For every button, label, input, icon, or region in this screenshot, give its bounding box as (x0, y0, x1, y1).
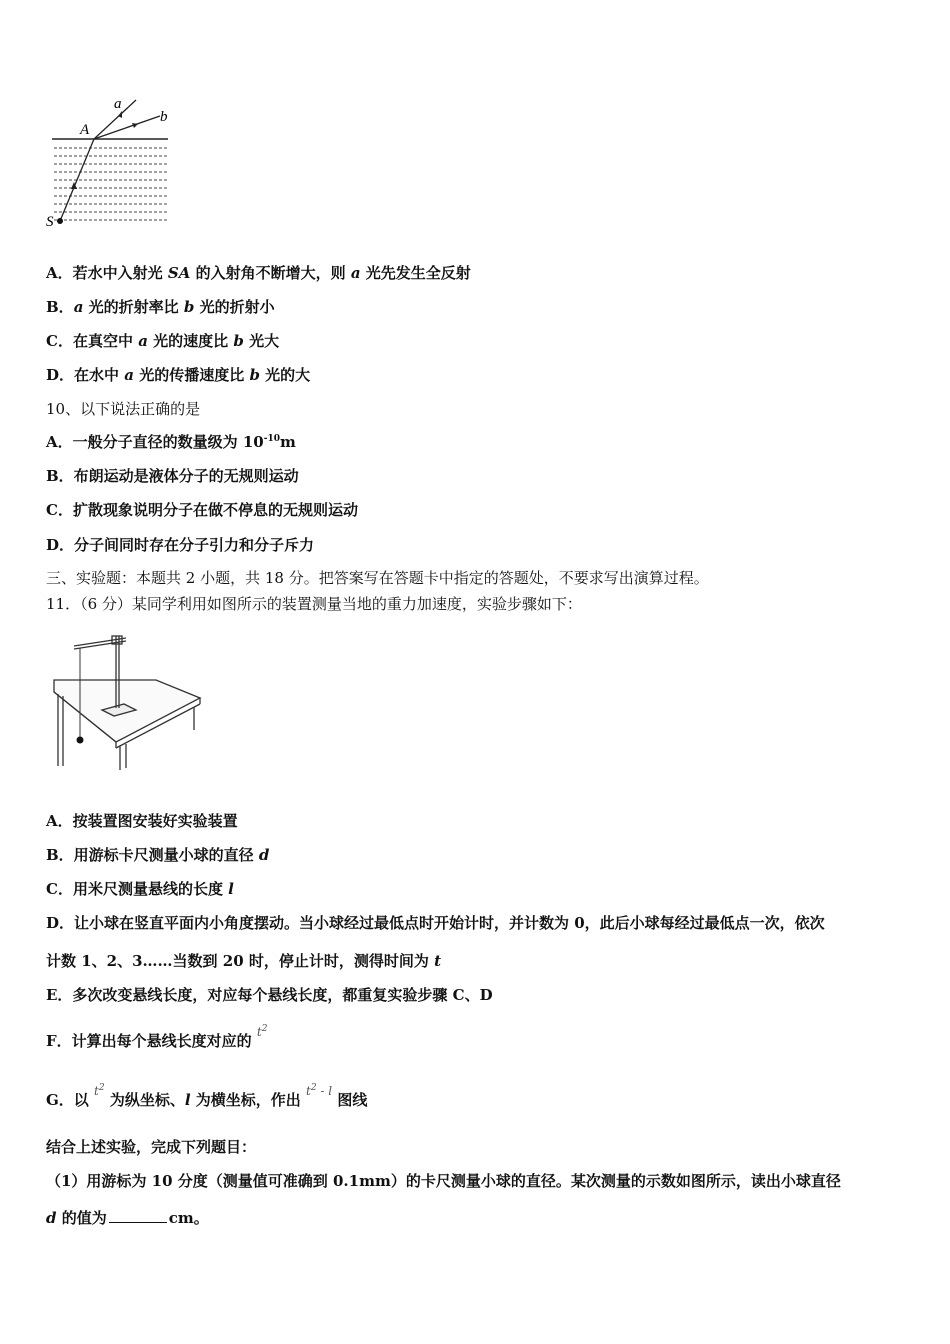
water-dashes (54, 148, 168, 220)
q11-stem: 11．（6 分）某同学利用如图所示的装置测量当地的重力加速度，实验步骤如下： (46, 595, 582, 613)
label-A: A (80, 122, 90, 138)
q11-summary: 结合上述实验，完成下列题目： (46, 1138, 257, 1156)
refraction-diagram (44, 94, 174, 230)
q11-step-d-line1: D．让小球在竖直平面内小角度摆动。当小球经过最低点时开始计时，并计数为 0，此后小球每经过最低点一次，依次 (46, 914, 825, 932)
label-S: S (46, 214, 54, 230)
label-a: a (114, 96, 122, 112)
ray-b (94, 116, 160, 139)
q9-option-d: D．在水中 a 光的传播速度比 b 光的大 (46, 366, 311, 384)
q9-option-b: B．a 光的折射率比 b 光的折射小 (46, 298, 275, 316)
q11-step-d-line2: 计数 1、2、3……当数到 20 时，停止计时，测得时间为 t (46, 952, 442, 970)
q11-step-g: G．以 $^{t^2}$ 为纵坐标、l 为横坐标，作出 $^{t^2 - l}$ 图线 (46, 1083, 368, 1109)
q11-step-c: C．用米尺测量悬线的长度 l (46, 880, 234, 898)
answer-blank[interactable] (109, 1210, 167, 1223)
q11-step-f: F．计算出每个悬线长度对应的 $^{t^2}$ (46, 1024, 268, 1050)
point-S (57, 218, 63, 224)
q10-option-b: B．布朗运动是液体分子的无规则运动 (46, 467, 299, 485)
q11-step-e: E．多次改变悬线长度，对应每个悬线长度，都重复实验步骤 C、D (46, 986, 493, 1004)
q9-option-c: C．在真空中 a 光的速度比 b 光大 (46, 332, 280, 350)
q10-option-d: D．分子间同时存在分子引力和分子斥力 (46, 536, 315, 554)
pendulum-bob (77, 737, 84, 744)
q10-option-c: C．扩散现象说明分子在做不停息的无规则运动 (46, 501, 358, 519)
q10-stem: 10、以下说法正确的是 (46, 400, 201, 418)
pendulum-apparatus-diagram (50, 630, 210, 772)
q11-step-b: B．用游标卡尺测量小球的直径 d (46, 846, 270, 864)
q9-option-a: A．若水中入射光 SA 的入射角不断增大，则 a 光先发生全反射 (46, 264, 471, 282)
q11-sub1-line1: （1）用游标为 10 分度（测量值可准确到 0.1mm）的卡尺测量小球的直径。某次测量的示数如图所示，读出小球直径 (46, 1172, 841, 1190)
label-b: b (160, 109, 168, 125)
q11-step-a: A．按装置图安装好实验装置 (46, 812, 238, 830)
section-3-heading: 三、实验题：本题共 2 小题，共 18 分。把答案写在答题卡中指定的答题处，不要求写出演算过程。 (46, 569, 709, 587)
q10-option-a: A．一般分子直径的数量级为 $10^{-10}m$ (46, 433, 296, 451)
q11-sub1-line2: d 的值为 cm。 (46, 1209, 209, 1227)
